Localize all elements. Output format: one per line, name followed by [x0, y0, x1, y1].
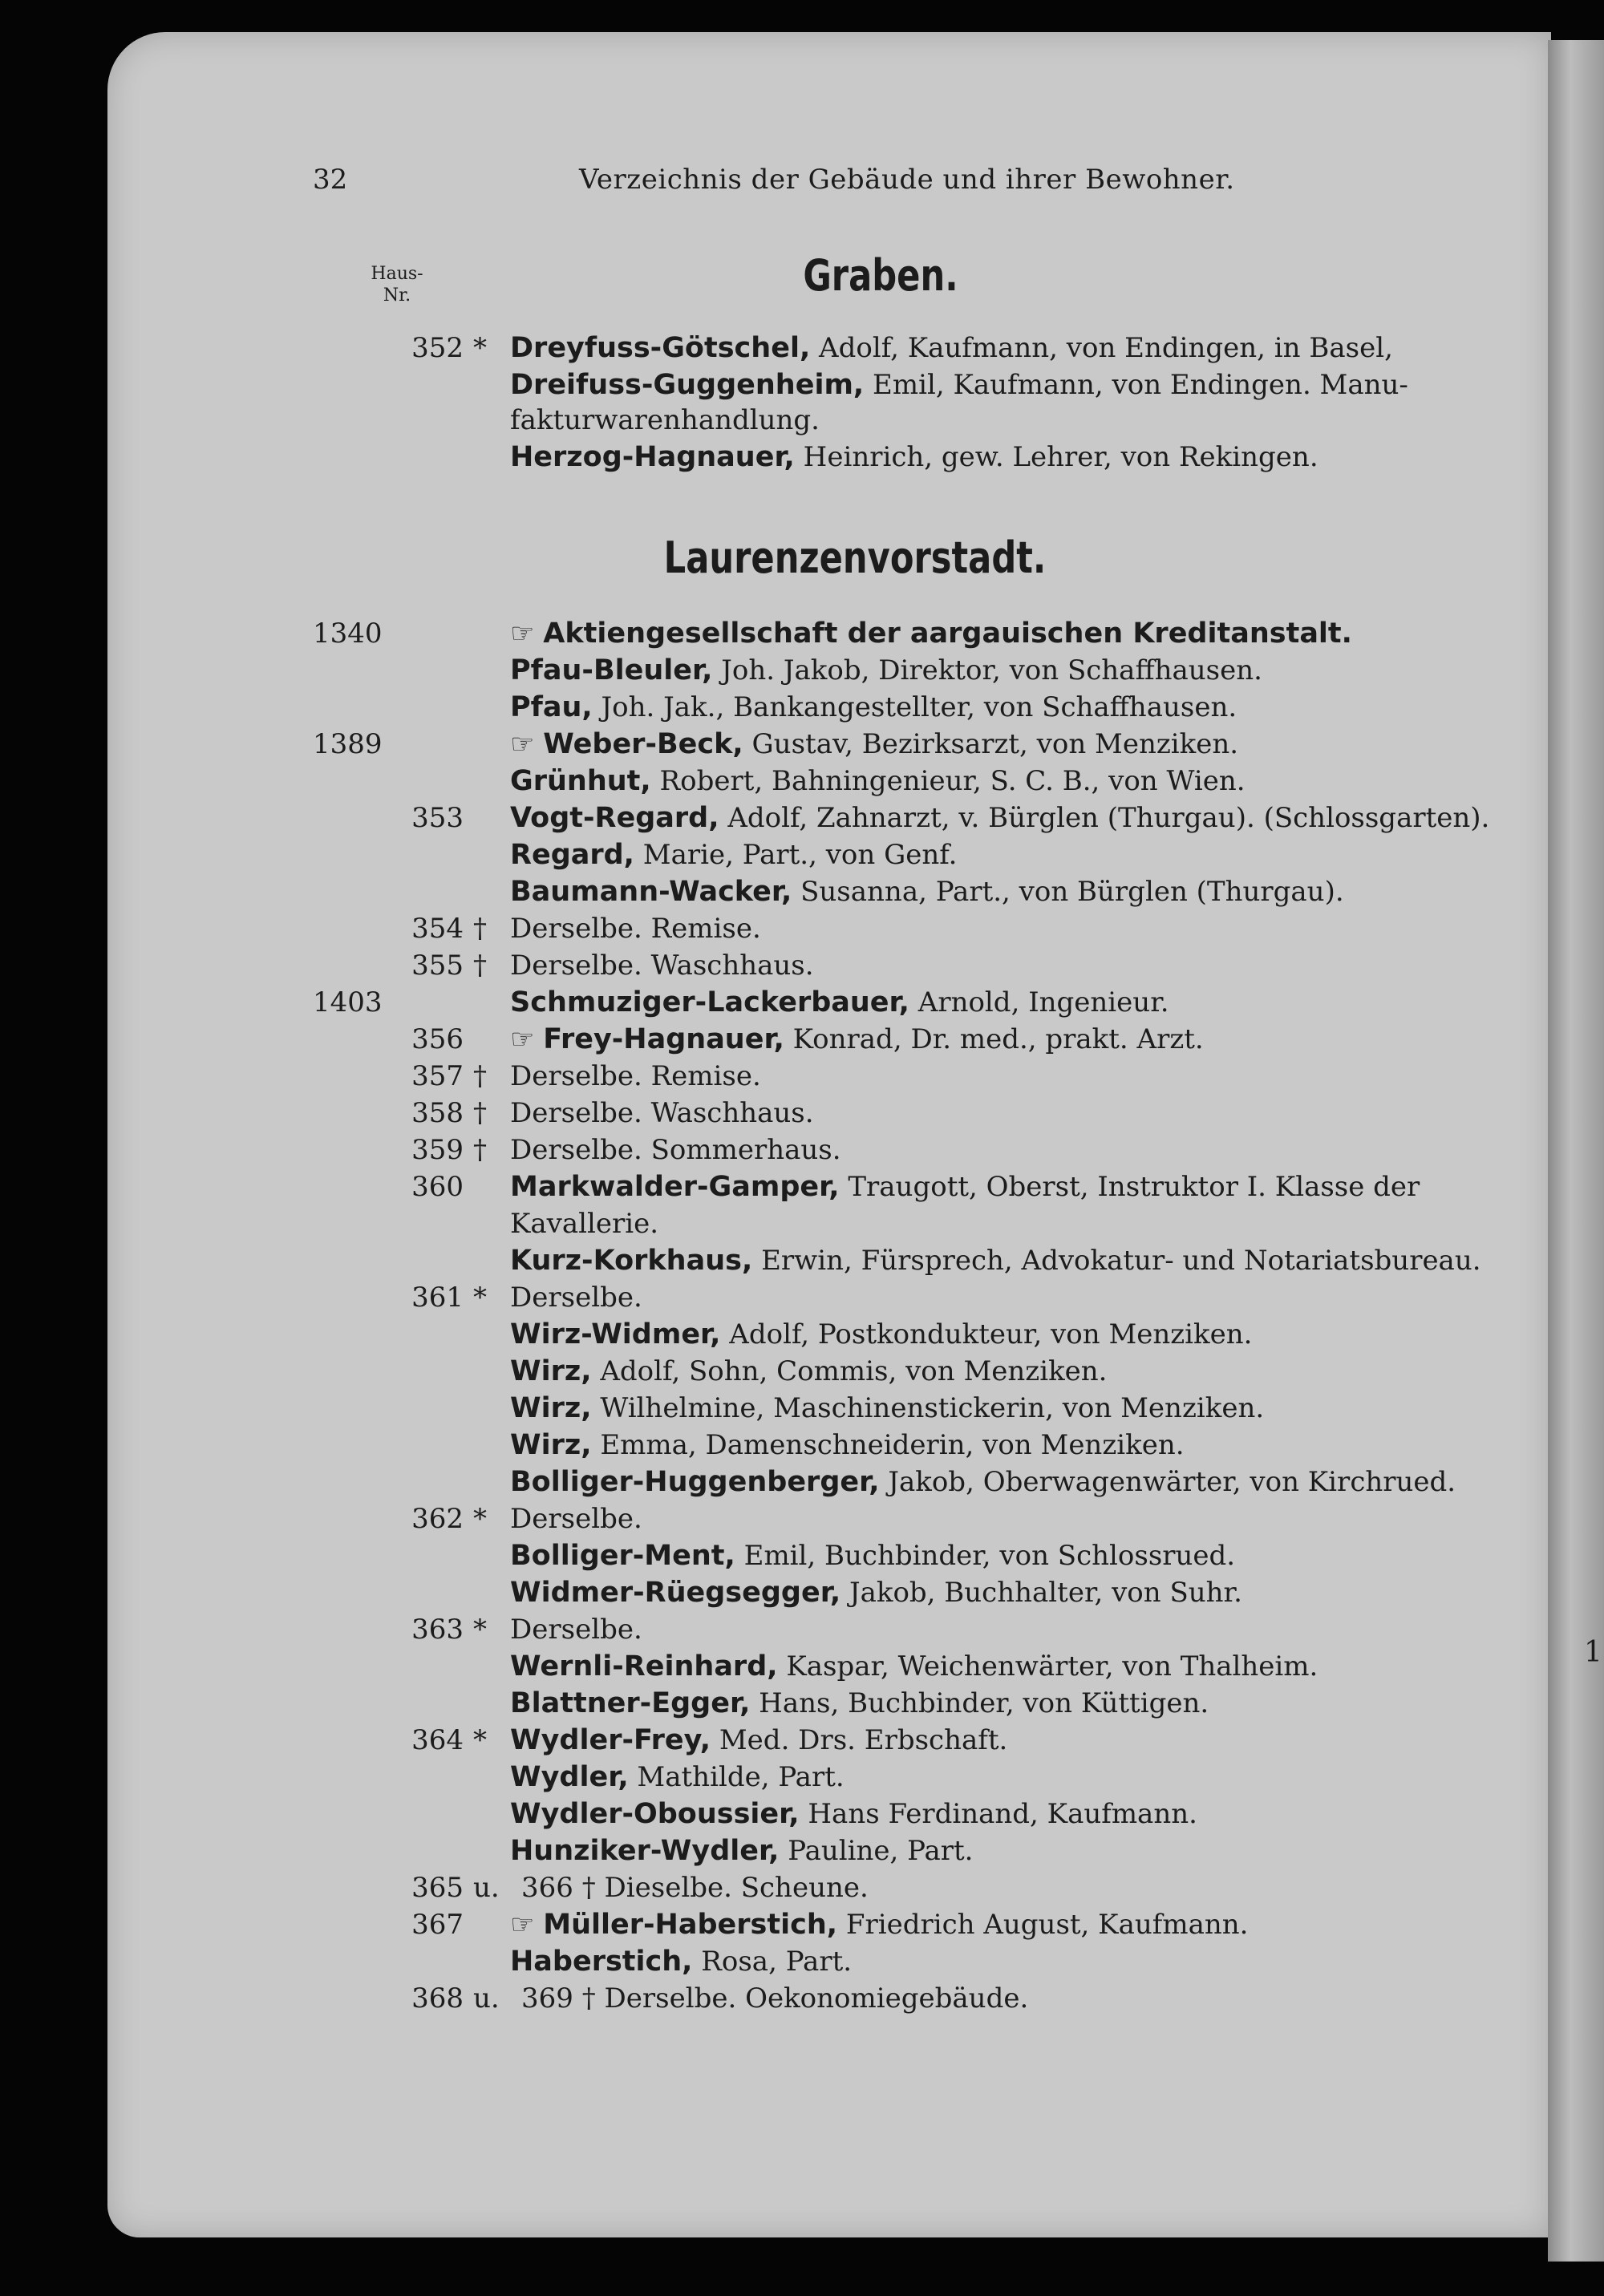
- entry-text: Derselbe.: [510, 1614, 642, 1646]
- resident-detail: Konrad, Dr. med., prakt. Arzt.: [784, 1023, 1204, 1055]
- resident-name: Markwalder-Gamper,: [510, 1171, 840, 1203]
- column-label-line1: Haus-: [371, 264, 423, 284]
- resident-name: Kurz-Korkhaus,: [510, 1245, 753, 1277]
- entry: [510, 1245, 1481, 1277]
- pointing-hand-icon: ☞: [510, 1909, 535, 1941]
- marker-symbol: †: [473, 950, 487, 982]
- list-item: [0, 1134, 1604, 1171]
- list-item: [0, 691, 1604, 728]
- list-item: [0, 1540, 1604, 1577]
- list-item: [0, 1245, 1604, 1282]
- list-item: [0, 618, 1604, 654]
- continuation-text: fakturwarenhandlung.: [510, 404, 820, 436]
- resident-detail: Friedrich August, Kaufmann.: [837, 1909, 1249, 1941]
- list-item: [0, 1392, 1604, 1429]
- list-item: [0, 1466, 1604, 1503]
- marker-symbol: u.: [473, 1982, 500, 2015]
- entry: [510, 1466, 1456, 1498]
- entry: [510, 1429, 1185, 1461]
- house-number: 363: [411, 1614, 464, 1646]
- house-number: 359: [411, 1134, 464, 1166]
- marker-symbol: *: [473, 1724, 487, 1756]
- entry-text: Derselbe. Waschhaus.: [510, 950, 814, 982]
- marker-symbol: *: [473, 1614, 487, 1646]
- resident-detail: Adolf, Sohn, Commis, von Menziken.: [591, 1355, 1108, 1387]
- list-item: [0, 1429, 1604, 1466]
- resident-detail: Hans Ferdinand, Kaufmann.: [799, 1798, 1197, 1830]
- resident-detail: Traugott, Oberst, Instruktor I. Klasse der: [839, 1171, 1420, 1203]
- marker-symbol: †: [473, 1060, 487, 1092]
- entry: [510, 1835, 973, 1867]
- marker-symbol: *: [473, 332, 487, 364]
- house-number: 357: [411, 1060, 464, 1092]
- entry-text: Derselbe.: [510, 1282, 642, 1314]
- house-number: 360: [411, 1171, 464, 1203]
- list-item: [0, 1724, 1604, 1761]
- resident-name: Pfau,: [510, 691, 593, 723]
- resident-detail: Wilhelmine, Maschinenstickerin, von Menziken.: [591, 1392, 1265, 1424]
- entry-text: 366 † Dieselbe. Scheune.: [521, 1872, 869, 1904]
- entry: [510, 1724, 1007, 1756]
- section-title-graben: Graben.: [803, 250, 958, 301]
- list-item: [0, 1982, 1604, 2019]
- list-item: [0, 1872, 1604, 1909]
- resident-detail: Adolf, Kaufmann, von Endingen, in Basel,: [810, 332, 1393, 364]
- resident-name: Wydler,: [510, 1761, 629, 1793]
- entry: [510, 654, 1262, 686]
- entry: [510, 1392, 1264, 1424]
- house-number: 352: [411, 332, 464, 364]
- entry: [510, 618, 1352, 650]
- entry: [510, 691, 1237, 723]
- list-item: [0, 1208, 1604, 1245]
- list-item: [0, 986, 1604, 1023]
- entry-text: Derselbe. Sommerhaus.: [510, 1134, 841, 1166]
- entry-text: 369 † Derselbe. Oekonomiegebäude.: [521, 1982, 1029, 2015]
- resident-detail: Arnold, Ingenieur.: [909, 986, 1169, 1018]
- marker-symbol: u.: [473, 1872, 500, 1904]
- resident-detail: Robert, Bahningenieur, S. C. B., von Wien.: [650, 765, 1246, 797]
- resident-name: Dreyfuss-Götschel,: [510, 332, 811, 364]
- house-number: 358: [411, 1097, 464, 1129]
- resident-name: Bolliger-Huggenberger,: [510, 1466, 880, 1498]
- list-item: [0, 1761, 1604, 1798]
- entry-text: Derselbe. Remise.: [510, 913, 761, 945]
- list-item: [0, 1282, 1604, 1318]
- entry: [510, 1171, 1420, 1203]
- resident-name: Herzog-Hagnauer,: [510, 441, 795, 473]
- resident-detail: Pauline, Part.: [779, 1835, 974, 1867]
- marker-symbol: †: [473, 1097, 487, 1129]
- list-item: [0, 1060, 1604, 1097]
- entry: [510, 1577, 1242, 1609]
- list-item: [0, 1355, 1604, 1392]
- entry: [510, 1798, 1197, 1830]
- entry: [510, 1687, 1209, 1719]
- list-item: [0, 1577, 1604, 1614]
- resident-detail: Hans, Buchbinder, von Küttigen.: [750, 1687, 1209, 1719]
- list-item: [0, 1023, 1604, 1060]
- list-item: [0, 441, 1604, 478]
- resident-detail: Emma, Damenschneiderin, von Menziken.: [591, 1429, 1185, 1461]
- list-item: [0, 839, 1604, 876]
- house-number: 361: [411, 1282, 464, 1314]
- resident-detail: Adolf, Postkondukteur, von Menziken.: [720, 1318, 1253, 1350]
- resident-detail: Mathilde, Part.: [628, 1761, 845, 1793]
- list-item: [0, 332, 1604, 369]
- entry: [510, 1318, 1253, 1350]
- resident-name: Müller-Haberstich,: [543, 1909, 838, 1941]
- resident-detail: Joh. Jakob, Direktor, von Schaffhausen.: [712, 654, 1262, 686]
- entry: [510, 839, 957, 871]
- list-item: [0, 802, 1604, 839]
- resident-name: Regard,: [510, 839, 634, 871]
- list-item: [0, 654, 1604, 691]
- resident-name: Wirz,: [510, 1355, 592, 1387]
- resident-name: Pfau-Bleuler,: [510, 654, 713, 686]
- resident-detail: Kaspar, Weichenwärter, von Thalheim.: [777, 1650, 1318, 1683]
- house-number: 364: [411, 1724, 464, 1756]
- resident-name: Haberstich,: [510, 1946, 693, 1978]
- list-item: [0, 1503, 1604, 1540]
- entry-text: Derselbe.: [510, 1503, 642, 1535]
- entry: [510, 986, 1169, 1018]
- house-number: 368: [411, 1982, 464, 2015]
- resident-detail: Adolf, Zahnarzt, v. Bürglen (Thurgau). (Schlossgarten).: [719, 802, 1490, 834]
- resident-detail: Emil, Kaufmann, von Endingen. Manu-: [864, 369, 1408, 401]
- resident-name: Wirz,: [510, 1429, 592, 1461]
- list-item: [0, 876, 1604, 913]
- list-item: [0, 950, 1604, 986]
- resident-detail: Erwin, Fürsprech, Advokatur- und Notariatsbureau.: [752, 1245, 1481, 1277]
- resident-detail: Marie, Part., von Genf.: [634, 839, 958, 871]
- resident-name: Schmuziger-Lackerbauer,: [510, 986, 909, 1018]
- entry: [510, 802, 1489, 834]
- list-item: [0, 913, 1604, 950]
- list-item: [0, 1946, 1604, 1982]
- resident-detail: Jakob, Oberwagenwärter, von Kirchrued.: [879, 1466, 1456, 1498]
- page-number: 32: [313, 164, 348, 196]
- resident-name: Weber-Beck,: [543, 728, 743, 760]
- section-title-laurenzenvorstadt: Laurenzenvorstadt.: [663, 532, 1047, 583]
- resident-name: Vogt-Regard,: [510, 802, 719, 834]
- entry: [510, 1761, 845, 1793]
- list-item: [0, 404, 1604, 441]
- resident-detail: Rosa, Part.: [692, 1946, 853, 1978]
- pointing-hand-icon: ☞: [510, 728, 535, 760]
- entry: [510, 441, 1318, 473]
- house-number: 355: [411, 950, 464, 982]
- list-item: [0, 369, 1604, 406]
- marker-symbol: *: [473, 1503, 487, 1535]
- resident-detail: Med. Drs. Erbschaft.: [711, 1724, 1008, 1756]
- list-item: [0, 1687, 1604, 1724]
- marker-symbol: †: [473, 913, 487, 945]
- resident-detail: Gustav, Bezirksarzt, von Menziken.: [743, 728, 1239, 760]
- resident-name: Grünhut,: [510, 765, 651, 797]
- list-item: [0, 1318, 1604, 1355]
- house-number-new: 1340: [313, 618, 383, 650]
- entry: [510, 1355, 1108, 1387]
- page-header: [0, 164, 1604, 204]
- marker-symbol: *: [473, 1282, 487, 1314]
- list-item: [0, 1835, 1604, 1872]
- resident-detail: Jakob, Buchhalter, von Suhr.: [840, 1577, 1242, 1609]
- pointing-hand-icon: ☞: [510, 1023, 535, 1055]
- resident-detail: Susanna, Part., von Bürglen (Thurgau).: [792, 876, 1344, 908]
- pointing-hand-icon: ☞: [510, 618, 535, 650]
- list-item: [0, 728, 1604, 765]
- resident-name: Frey-Hagnauer,: [543, 1023, 784, 1055]
- continuation-text: Kavallerie.: [510, 1208, 659, 1240]
- house-number-new: 1403: [313, 986, 383, 1018]
- entry: [510, 876, 1344, 908]
- entry: [510, 1023, 1204, 1055]
- list-item: [0, 1171, 1604, 1208]
- house-number: 354: [411, 913, 464, 945]
- list-item: [0, 1650, 1604, 1687]
- resident-name: Wirz,: [510, 1392, 592, 1424]
- resident-detail: Heinrich, gew. Lehrer, von Rekingen.: [794, 441, 1318, 473]
- resident-name: Blattner-Egger,: [510, 1687, 751, 1719]
- house-number: 356: [411, 1023, 464, 1055]
- resident-name: Aktiengesellschaft der aargauischen Kreditanstalt.: [543, 618, 1352, 650]
- resident-name: Wydler-Oboussier,: [510, 1798, 800, 1830]
- resident-detail: Joh. Jak., Bankangestellter, von Schaffhausen.: [592, 691, 1237, 723]
- adjacent-page-number: 1: [1584, 1636, 1602, 1669]
- house-number: 367: [411, 1909, 464, 1941]
- list-item: [0, 1614, 1604, 1650]
- house-number: 353: [411, 802, 464, 834]
- resident-detail: Emil, Buchbinder, von Schlossrued.: [735, 1540, 1236, 1572]
- entry: [510, 332, 1393, 364]
- list-item: [0, 1097, 1604, 1134]
- resident-name: Dreifuss-Guggenheim,: [510, 369, 865, 401]
- entry-text: Derselbe. Remise.: [510, 1060, 761, 1092]
- resident-name: Wydler-Frey,: [510, 1724, 711, 1756]
- column-label-line2: Nr.: [383, 285, 411, 306]
- running-title: Verzeichnis der Gebäude und ihrer Bewohner.: [579, 164, 1235, 196]
- resident-name: Baumann-Wacker,: [510, 876, 792, 908]
- entry: [510, 1946, 852, 1978]
- entry: [510, 369, 1408, 401]
- list-item: [0, 1909, 1604, 1946]
- entry: [510, 1650, 1318, 1683]
- entry: [510, 1909, 1248, 1941]
- resident-name: Wernli-Reinhard,: [510, 1650, 778, 1683]
- house-number: 362: [411, 1503, 464, 1535]
- resident-name: Bolliger-Ment,: [510, 1540, 735, 1572]
- entry: [510, 765, 1246, 797]
- marker-symbol: †: [473, 1134, 487, 1166]
- house-number-new: 1389: [313, 728, 383, 760]
- entry-text: Derselbe. Waschhaus.: [510, 1097, 814, 1129]
- resident-name: Hunziker-Wydler,: [510, 1835, 780, 1867]
- list-item: [0, 1798, 1604, 1835]
- list-item: [0, 765, 1604, 802]
- house-number: 365: [411, 1872, 464, 1904]
- entry: [510, 728, 1238, 760]
- resident-name: Widmer-Rüegsegger,: [510, 1577, 841, 1609]
- resident-name: Wirz-Widmer,: [510, 1318, 721, 1350]
- entry: [510, 1540, 1235, 1572]
